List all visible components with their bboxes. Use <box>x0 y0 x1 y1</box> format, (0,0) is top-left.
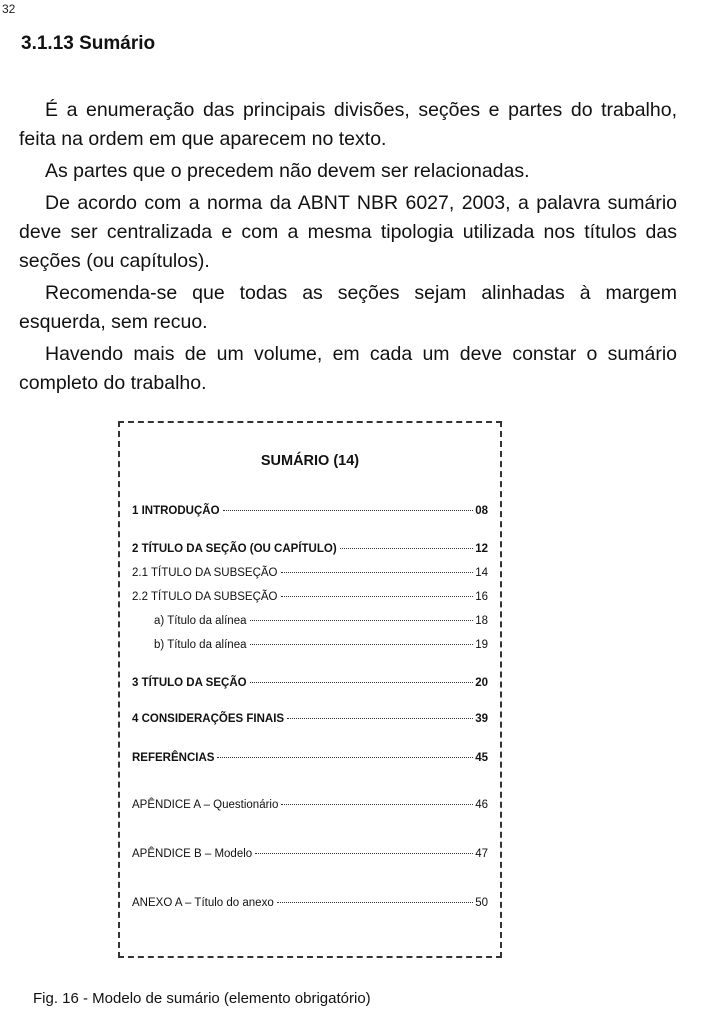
toc-dot-leader <box>250 620 474 621</box>
toc-entry-label: ANEXO A – Título do anexo <box>132 897 274 909</box>
toc-entry-page: 46 <box>475 799 488 811</box>
toc-entry <box>132 505 488 521</box>
toc-entry <box>132 799 488 815</box>
body-text <box>19 96 677 401</box>
toc-entry-label: 3 TÍTULO DA SEÇÃO <box>132 677 247 689</box>
toc-dot-leader <box>287 718 473 719</box>
toc-entry-page: 47 <box>475 848 488 860</box>
toc-entry <box>132 677 488 693</box>
toc-entry-label: 2.1 TÍTULO DA SUBSEÇÃO <box>132 567 278 579</box>
toc-entry-page: 19 <box>475 639 488 651</box>
toc-dot-leader <box>223 510 474 511</box>
toc-entry <box>132 713 488 729</box>
toc-dot-leader <box>250 682 474 683</box>
toc-dot-leader <box>281 596 474 597</box>
toc-dot-leader <box>250 644 474 645</box>
toc-entry-label: 2 TÍTULO DA SEÇÃO (OU CAPÍTULO) <box>132 543 337 555</box>
toc-entry <box>154 639 488 655</box>
paragraph: As partes que o precedem não devem ser relacionadas. <box>45 160 530 182</box>
toc-entry <box>132 752 488 768</box>
toc-dot-leader <box>255 853 473 854</box>
toc-entry <box>132 897 488 913</box>
figure-caption: Fig. 16 - Modelo de sumário (elemento obrigatório) <box>33 990 371 1007</box>
toc-dot-leader <box>340 548 474 549</box>
toc-entry-label: REFERÊNCIAS <box>132 752 215 764</box>
toc-entry-page: 14 <box>475 567 488 579</box>
page-number: 32 <box>2 2 16 16</box>
paragraph: De acordo com a norma da ABNT NBR 6027, 2003, a palavra sumário deve ser centralizada e com a mesma tipologia utilizada nos títulos das seções (ou capítulos). <box>19 192 677 272</box>
toc-entry-label: a) Título da alínea <box>154 615 247 627</box>
paragraph: Havendo mais de um volume, em cada um deve constar o sumário completo do trabalho. <box>19 343 677 394</box>
section-heading: 3.1.13 Sumário <box>21 33 156 54</box>
toc-entry-label: 4 CONSIDERAÇÕES FINAIS <box>132 713 285 725</box>
paragraph: É a enumeração das principais divisões, seções e partes do trabalho, feita na ordem em que aparecem no texto. <box>19 99 677 150</box>
toc-entry-label: 2.2 TÍTULO DA SUBSEÇÃO <box>132 591 278 603</box>
toc-dot-leader <box>281 572 474 573</box>
toc-entry-page: 08 <box>475 505 488 517</box>
toc-entry-page: 18 <box>475 615 488 627</box>
toc-title: SUMÁRIO (14) <box>260 453 360 469</box>
toc-entry-page: 16 <box>475 591 488 603</box>
toc-entry <box>132 848 488 864</box>
toc-entry-page: 12 <box>475 543 488 555</box>
toc-entry <box>132 567 488 583</box>
toc-dot-leader <box>277 902 473 903</box>
toc-entry <box>154 615 488 631</box>
toc-entry-label: b) Título da alínea <box>154 639 247 651</box>
paragraph: Recomenda-se que todas as seções sejam alinhadas à margem esquerda, sem recuo. <box>19 282 677 333</box>
toc-entry-page: 45 <box>475 752 488 764</box>
toc-entry <box>132 543 488 559</box>
toc-entry-page: 39 <box>475 713 488 725</box>
toc-entry-label: 1 INTRODUÇÃO <box>132 505 220 517</box>
toc-entry-label: APÊNDICE A – Questionário <box>132 799 279 811</box>
toc-dot-leader <box>217 757 473 758</box>
toc-dot-leader <box>281 804 473 805</box>
toc-entry <box>132 591 488 607</box>
toc-entry-label: APÊNDICE B – Modelo <box>132 848 253 860</box>
toc-entry-page: 50 <box>475 897 488 909</box>
toc-example-box <box>118 421 502 958</box>
toc-entry-page: 20 <box>475 677 488 689</box>
